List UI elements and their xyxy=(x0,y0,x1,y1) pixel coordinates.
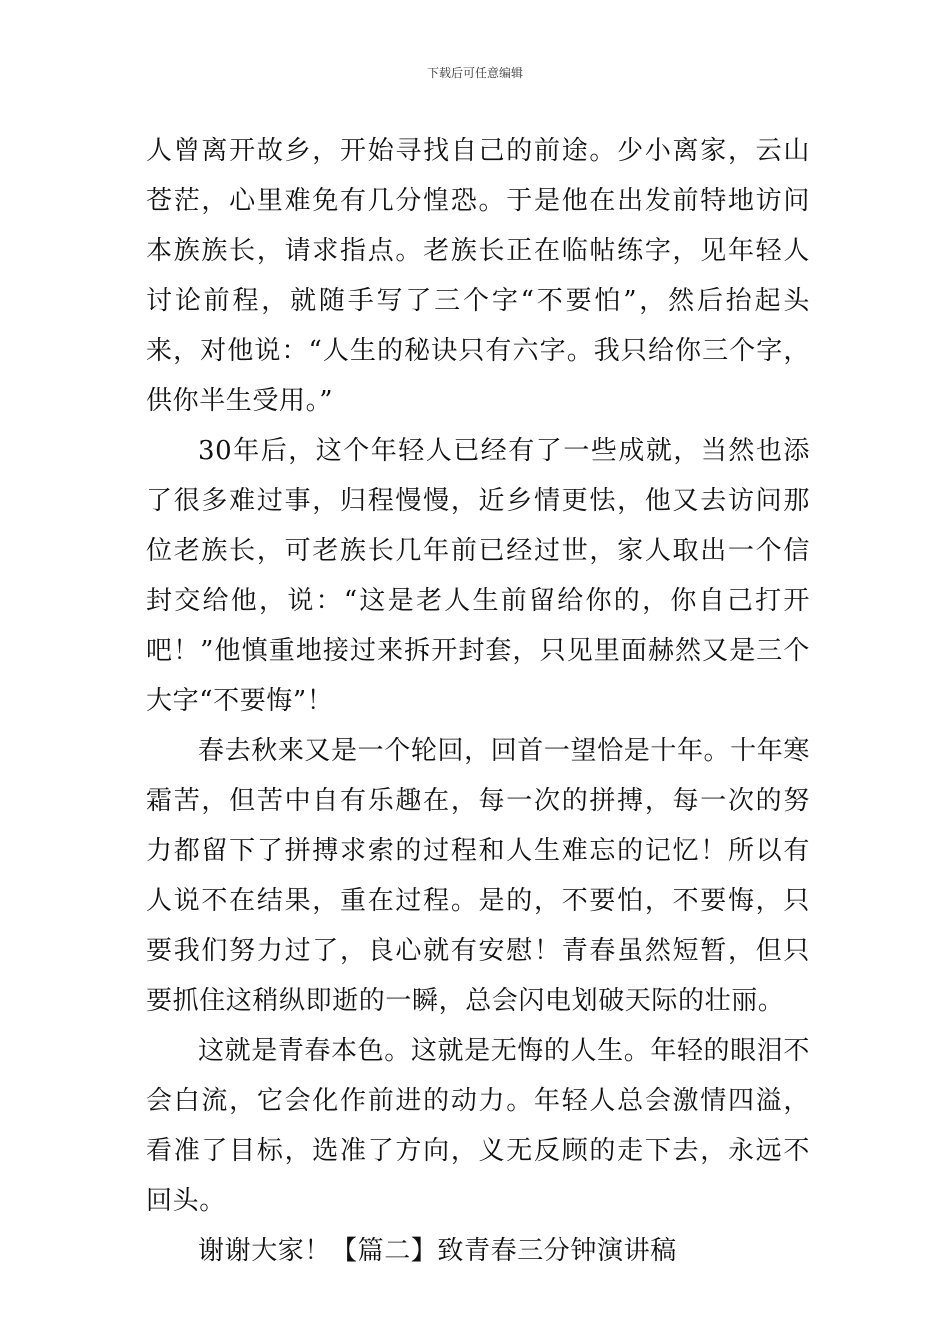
page-header-note: 下载后可任意编辑 xyxy=(426,66,523,80)
paragraph-4: 这就是青春本色。这就是无悔的人生。年轻的眼泪不会白流，它会化作前进的动力。年轻人总会激情四溢，看准了目标，选准了方向，义无反顾的走下去，永远不回头。 xyxy=(146,1036,810,1216)
paragraph-2: 30年后，这个年轻人已经有了一些成就，当然也添了很多难过事，归程慢慢，近乡情更怯，他又去访问那位老族长，可老族长几年前已经过世，家人取出一个信封交给他，说：“这是老人生前留给你的，你自己打开吧！”他慎重地接过来拆开封套，只见里面赫然又是三个大字“不要悔”！ xyxy=(146,436,810,716)
paragraph-5: 谢谢大家！【篇二】致青春三分钟演讲稿 xyxy=(198,1236,677,1266)
paragraph-1: 人曾离开故乡，开始寻找自己的前途。少小离家，云山苍茫，心里难免有几分惶恐。于是他在出发前特地访问本族族长，请求指点。老族长正在临帖练字，见年轻人讨论前程，就随手写了三个字“不要怕”，然后抬起头来，对他说：“人生的秘诀只有六字。我只给你三个字，供你半生受用。” xyxy=(146,136,811,416)
document-body xyxy=(146,126,810,1276)
paragraph-3: 春去秋来又是一个轮回，回首一望恰是十年。十年寒霜苦，但苦中自有乐趣在，每一次的拼搏，每一次的努力都留下了拼搏求索的过程和人生难忘的记忆！所以有人说不在结果，重在过程。是的，不要怕，不要悔，只要我们努力过了，良心就有安慰！青春虽然短暂，但只要抓住这稍纵即逝的一瞬，总会闪电划破天际的壮丽。 xyxy=(146,736,810,1016)
